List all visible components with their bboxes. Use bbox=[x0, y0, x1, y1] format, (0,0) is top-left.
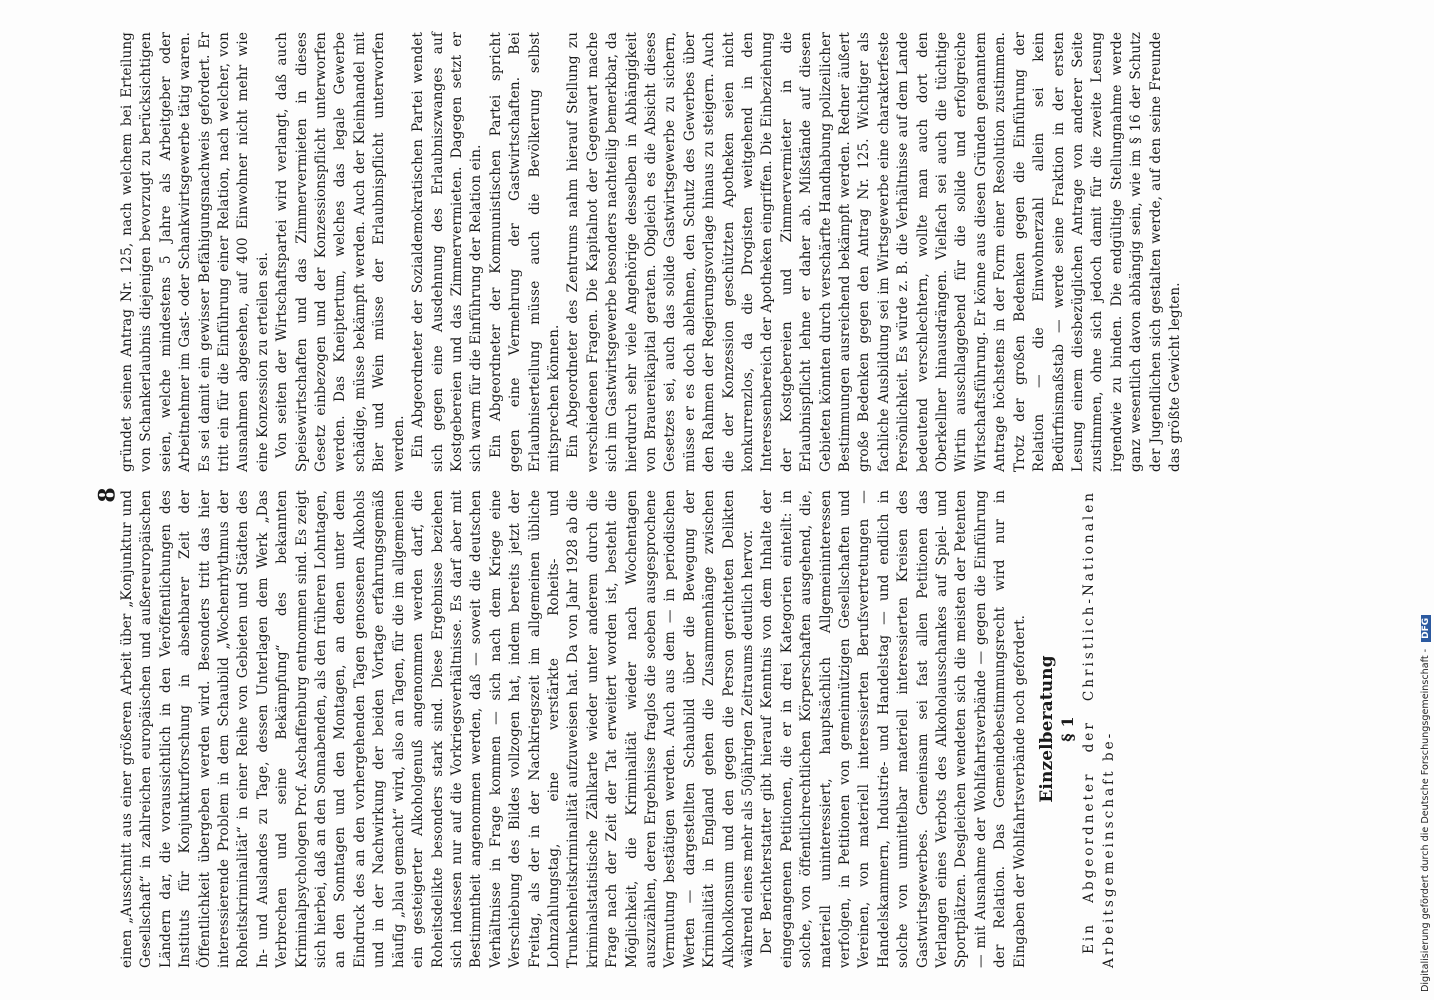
section-heading: Einzelberatung bbox=[1037, 655, 1058, 803]
credit-text: Digitalisierung gefördert durch die Deutsche Forschungsgemeinschaft - bbox=[1420, 648, 1431, 992]
right-text-column bbox=[118, 32, 1298, 472]
digitization-credit bbox=[1420, 615, 1431, 992]
right-paragraph-1: gründet seinen Antrag Nr. 125, nach welchem bei Erteilung von Schankerlaubnis diejenigen bevorzugt zu berücksichtigen seien, welche mindestens 5 Jahre als Arbeitgeber oder Arbeitnehmer im Gast- oder Schankwirtsgewerbe tätig waren. Es sei damit ein gewisser Befähigungsnachweis gefordert. Er tritt ein für die Einführung einer Relation, nach welcher, von Ausnahmen abgesehen, auf 400 Einwohner nicht mehr wie eine Konzession zu erteilen sei. bbox=[119, 32, 271, 472]
dfg-logo: DFG bbox=[1421, 615, 1431, 642]
left-closing-line: Ein Abgeordneter der Christlich-Nationalen Arbeitsgemeinschaft be- bbox=[1081, 490, 1117, 968]
page-number: 8 bbox=[94, 487, 121, 503]
left-text-column bbox=[118, 490, 1298, 968]
section-number: § 1 bbox=[1058, 716, 1078, 742]
right-paragraph-3: Ein Abgeordneter der Sozialdemokratischen Partei wendet sich gegen eine Ausdehnung des Erlaubniszwanges auf Kostgebereien und das Zimmervermieten. Dagegen setzt er sich warm für die Einführung der Relation ein. bbox=[410, 32, 485, 472]
right-paragraph-2: Von seiten der Wirtschaftspartei wird verlangt, daß auch Speisewirtschaften und das Zimmervermieten in dieses Gesetz einbezogen und der Konzessionspflicht unterworfen werden. Das Kneiptertum, welches das legale Gewerbe schädige, müsse bekämpft werden. Auch der Kleinhandel mit Bier und Wein müsse der Erlaubnispflicht unterworfen werden. bbox=[274, 32, 407, 472]
left-paragraph-2: Der Berichterstatter gibt hierauf Kenntnis von dem Inhalte der eingegangenen Petitionen, die er in drei Kategorien einteilt: in solche, von öffentlichrechtlichen Körperschaften ausgehend, die, materiell uninteressiert, hauptsächlich Allgemeininteressen verfolgen, in Petitionen von gemeinnützigen Gesellschaften und Vereinen, von materiell interessierten Berufsvertretungen — Handelskammern, Industrie- und Handelstag — und endlich in solche von unmittelbar materiell interessierten Kreisen des Gastwirtsgewerbes. Gemeinsam sei fast allen Petitionen das Verlangen eines Verbots des Alkoholausschankes auf Spiel- und Sportplätzen. Desgleichen wendeten sich die meisten der Petenten — mit Ausnahme der Wohlfahrtsverbände — gegen die Einführung der Relation. Das Gemeindebestimmungsrecht wird nur in Eingaben der Wohlfahrtsverbände noch gefordert. bbox=[759, 490, 1028, 968]
left-paragraph-1: einen „Ausschnitt aus einer größeren Arbeit über „Konjunktur und Gesellschaft“ in zahlreichen europäischen und außereuropäischen Ländern dar, die voraussichtlich in den Veröffentlichungen des Instituts für Konjunkturforschung in absehbarer Zeit der Öffentlichkeit übergeben werden wird. Besonders tritt das hier interessierende Problem in dem Schaubild „Wochenrhythmus der Roheitskriminalität“ in einer Reihe von Gebieten und Städten des In- und Auslandes zu Tage, dessen Unterlagen dem Werk „Das Verbrechen und seine Bekämpfung“ des bekannten Kriminalpsychologen Prof. Aschaffenburg entnommen sind. Es zeigt sich hierbei, daß an den Sonnabenden, als den früheren Lohntagen, an den Sonntagen und den Montagen, an denen unter dem Eindruck des an den vorhergehenden Tagen genossenen Alkohols und in der Nachwirkung der beiden Vortage erfahrungsgemäß häufig „blau gemacht“ wird, also an Tagen, für die im allgemeinen ein gesteigerter Alkoholgenuß angenommen werden darf, die Roheitsdelikte besonders stark sind. Diese Ergebnisse beziehen sich indessen nur auf die Vorkriegsverhältnisse. Es darf aber mit Bestimmtheit angenommen werden, daß — soweit die deutschen Verhältnisse in Frage kommen — sich nach dem Kriege eine Verschiebung des Bildes vollzogen hat, indem bereits jetzt der Freitag, als der in der Nachkriegszeit im allgemeinen übliche Lohnzahlungstag, eine verstärkte Roheits- und Trunkenheitskriminalität aufzuweisen hat. Da von Jahr 1928 ab die kriminalstatistische Zählkarte wieder unter anderem durch die Frage nach der Zeit der Tat erweitert worden ist, besteht die Möglichkeit, die Kriminalität wieder nach Wochentagen auszuzählen, deren Ergebnisse fraglos die soeben ausgesprochene Vermutung bestätigen werden. Auch aus dem — in periodischen Werten — dargestellten Schaubild über die Bewegung der Kriminalität in England gehen die Zusammenhänge zwischen Alkoholkonsum und den gegen die Person gerichteten Delikten während eines mehr als 50jährigen Zeitraums deutlich hervor. bbox=[119, 490, 756, 968]
right-paragraph-4: Ein Abgeordneter der Kommunistischen Partei spricht gegen eine Vermehrung der Gastwirtschaften. Bei Erlaubniserteilung müsse auch die Bevölkerung selbst mitsprechen können. bbox=[487, 32, 562, 472]
right-paragraph-5: Ein Abgeordneter des Zentrums nahm hierauf Stellung zu verschiedenen Fragen. Die Kapitalnot der Gegenwart mache sich im Gastwirtsgewerbe besonders nachteilig bemerkbar, da hierdurch sehr viele Angehörige desselben in Abhängigkeit von Brauereikapital geraten. Obgleich es die Absicht dieses Gesetzes sei, auch das solide Gastwirtsgewerbe zu sichern, müsse er es doch ablehnen, den Schutz des Gewerbes über den Rahmen der Regierungsvorlage hinaus zu steigern. Auch die der Konzession geschützten Apotheken seien nicht konkurrenzlos, da die Drogisten weitgehend in den Interessenbereich der Apotheken eingriffen. Die Einbeziehung der Kostgebereien und Zimmervermieter in die Erlaubnispflicht lehne er daher ab. Mißstände auf diesen Gebieten könnten durch verschärfte Handhabung polizeilicher Bestimmungen ausreichend bekämpft werden. Redner äußert große Bedenken gegen den Antrag Nr. 125. Wichtiger als fachliche Ausbildung sei im Wirtsgewerbe eine charakterfeste Persönlichkeit. Es würde z. B. die Verhältnisse auf dem Lande bedeutend verschlechtern, wollte man auch dort den Oberkellner hinausdrängen. Vielfach sei auch die tüchtige Wirtin ausschlaggebend für die solide und erfolgreiche Wirtschaftsführung. Er könne aus diesen Gründen genanntem Antrage höchstens in der Form einer Resolution zustimmen. Trotz der großen Bedenken gegen die Einführung der Relation — die Einwohnerzahl allein sei kein Bedürfnismaßstab — werde seine Fraktion in der ersten Lesung einem diesbezüglichen Antrage von anderer Seite zustimmen, ohne sich jedoch damit für die zweite Lesung irgendwie zu binden. Die endgültige Stellungnahme werde ganz wesentlich davon abhängig sein, wie im § 16 der Schutz der Jugendlichen sich gestalten werde, auf den seine Freunde das größte Gewicht legten. bbox=[565, 32, 1183, 472]
